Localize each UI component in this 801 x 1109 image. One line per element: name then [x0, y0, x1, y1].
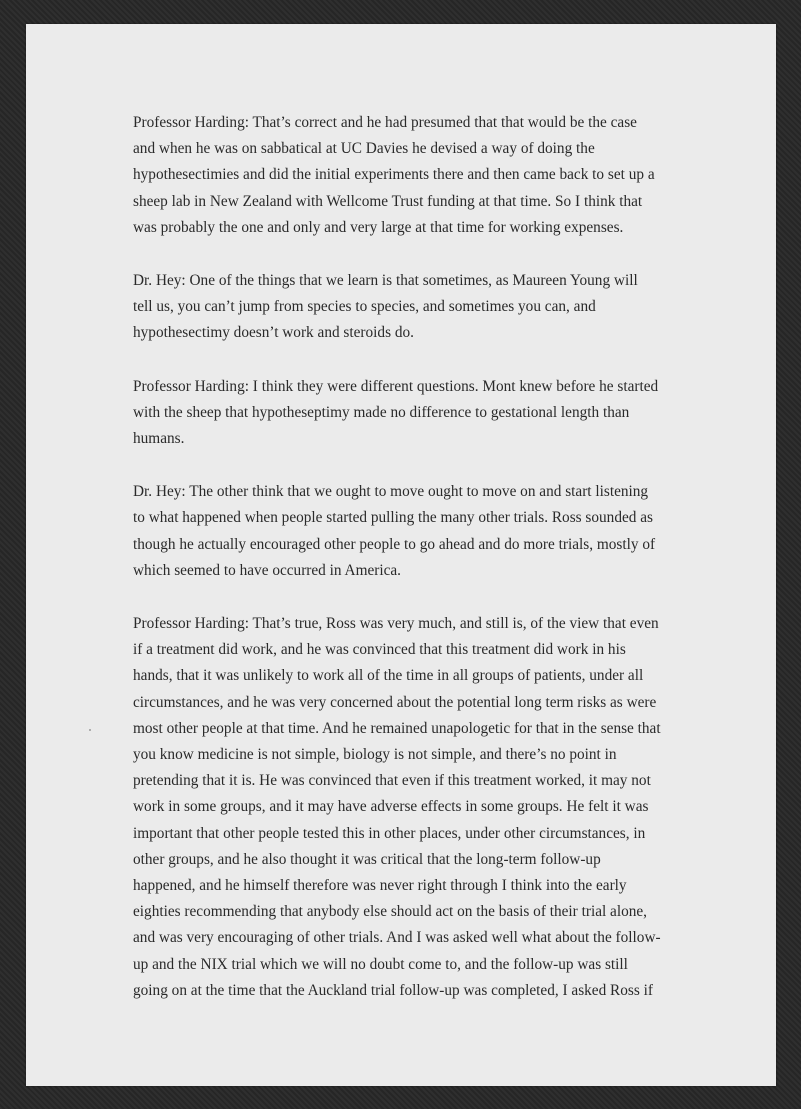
- text-line: humans.: [133, 430, 185, 448]
- text-line: to what happened when people started pulling the many other trials. Ross sounded as: [133, 509, 653, 527]
- text-line: was probably the one and only and very large at that time for working expenses.: [133, 218, 624, 236]
- paper-speck: [89, 729, 91, 731]
- paragraph: [133, 374, 673, 453]
- text-line: circumstances, and he was very concerned about the potential long term risks as were: [133, 693, 657, 711]
- paragraph: [133, 479, 673, 584]
- text-line: going on at the time that the Auckland trial follow-up was completed, I asked Ross if: [133, 981, 653, 999]
- text-line: if a treatment did work, and he was convinced that this treatment did work in his: [133, 641, 626, 659]
- text-line: which seemed to have occurred in America.: [133, 561, 402, 579]
- text-line: happened, and he himself therefore was never right through I think into the early: [133, 877, 627, 895]
- text-line: hypothesectimies and did the initial experiments there and then came back to set up a: [133, 166, 655, 184]
- text-line: with the sheep that hypotheseptimy made no difference to gestational length than: [133, 403, 630, 421]
- text-line: sheep lab in New Zealand with Wellcome Trust funding at that time. So I think that: [133, 192, 643, 210]
- document-body: [133, 110, 673, 1031]
- text-line: important that other people tested this in other places, under other circumstances, in: [133, 824, 646, 842]
- text-line: eighties recommending that anybody else should act on the basis of their trial alone,: [133, 903, 648, 921]
- text-line: and when he was on sabbatical at UC Davies he devised a way of doing the: [133, 140, 595, 158]
- text-line: you know medicine is not simple, biology is not simple, and there’s no point in: [133, 746, 617, 764]
- text-line: tell us, you can’t jump from species to species, and sometimes you can, and: [133, 298, 596, 316]
- paragraph: [133, 110, 673, 241]
- text-line: most other people at that time. And he remained unapologetic for that in the sense that: [133, 719, 661, 737]
- text-line: Professor Harding: I think they were different questions. Mont knew before he started: [133, 377, 659, 395]
- text-line: Dr. Hey: One of the things that we learn is that sometimes, as Maureen Young will: [133, 272, 638, 290]
- text-line: Professor Harding: That’s true, Ross was very much, and still is, of the view that even: [133, 615, 659, 633]
- text-line: and was very encouraging of other trials. And I was asked well what about the follow-: [133, 929, 661, 947]
- text-line: hands, that it was unlikely to work all of the time in all groups of patients, under all: [133, 667, 644, 685]
- text-line: though he actually encouraged other people to go ahead and do more trials, mostly of: [133, 535, 656, 553]
- text-line: other groups, and he also thought it was critical that the long-term follow-up: [133, 850, 601, 868]
- paragraph: [133, 268, 673, 347]
- text-line: hypothesectimy doesn’t work and steroids do.: [133, 324, 414, 342]
- paragraph: [133, 611, 673, 1004]
- document-page: [26, 24, 776, 1086]
- text-line: Professor Harding: That’s correct and he had presumed that that would be the case: [133, 114, 637, 131]
- text-line: work in some groups, and it may have adverse effects in some groups. He felt it was: [133, 798, 649, 816]
- text-line: Dr. Hey: The other think that we ought to move ought to move on and start listening: [133, 483, 649, 501]
- text-line: pretending that it is. He was convinced that even if this treatment worked, it may not: [133, 772, 651, 790]
- text-line: up and the NIX trial which we will no doubt come to, and the follow-up was still: [133, 955, 628, 973]
